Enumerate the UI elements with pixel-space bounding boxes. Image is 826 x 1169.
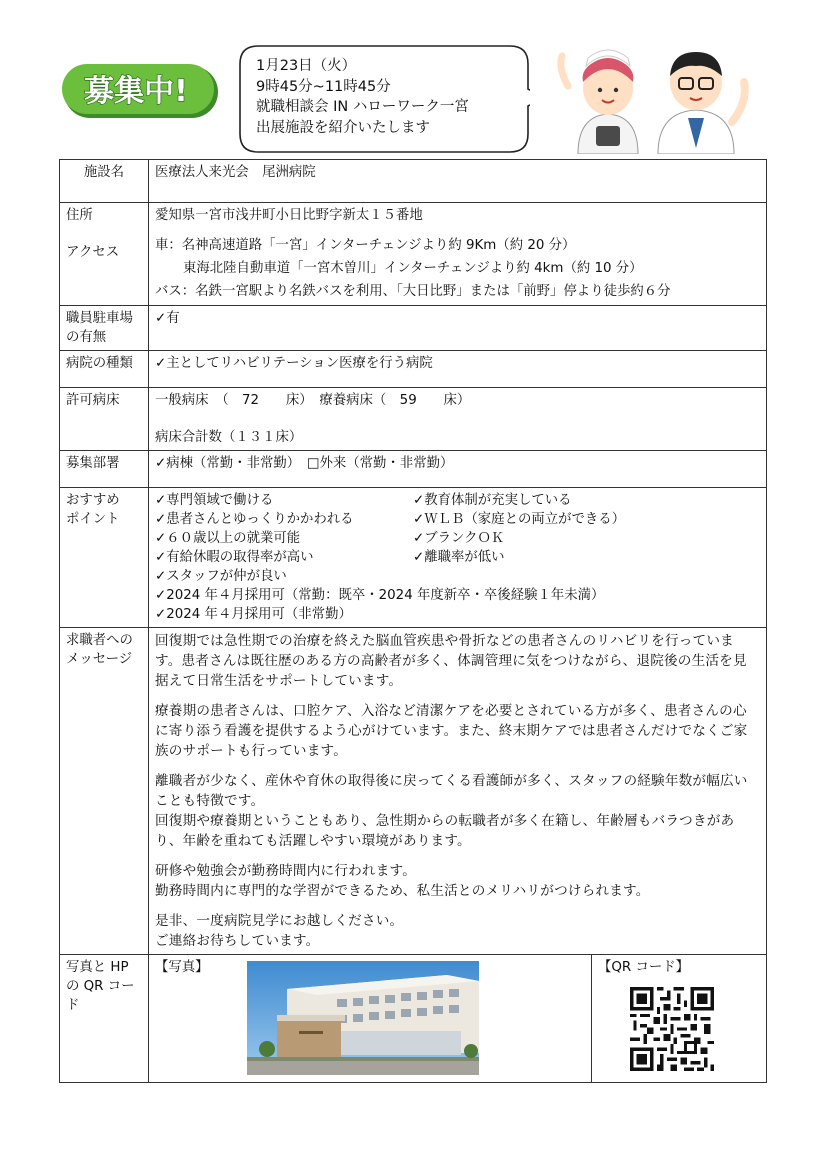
address-access-value [149,203,767,306]
points-row [60,488,767,628]
message-paragraph: 是非、一度病院見学にお越しください。 [155,913,404,929]
facility-info-table [59,159,767,1083]
access-car-2: 東海北陸自動車道「一宮木曽川」インターチェンジより約 4km（約 10 分） [183,261,643,276]
message-paragraph: 療養期の患者さんは、口腔ケア、入浴など清潔ケアを必要とされている方が多く、患者さんの心に寄り添う看護を提供するよう心がけています。また、終末期ケアでは患者さんだけでなくご家族のサポートも行っています。 [155,703,748,759]
event-date: 1月23日（火） [256,58,357,74]
message-paragraph: 回復期や療養期ということもあり、急性期からの転職者が多く在籍し、年齢層もバラつきがあり、年齢を重ねても活躍しやすい環境があります。 [155,813,735,849]
access-label-cell [60,203,149,306]
points-label [60,488,149,628]
media-cell [149,955,767,1083]
beds-row [60,388,767,451]
points-label-line1: おすすめ [66,493,120,508]
recruiting-badge [62,62,220,122]
message-row [60,628,767,955]
qr-code-icon[interactable] [630,987,714,1071]
message-label-line2: メッセージ [66,652,133,667]
photo-label: 【写真】 [155,960,209,975]
facility-name-value: 医療法人来光会 尾洲病院 [149,160,767,203]
point-item: ✓スタッフが仲が良い [155,569,287,584]
media-label [60,955,149,1083]
points-label-line2: ポイント [66,512,120,527]
beds-value [149,388,767,451]
message-paragraph: 離職者が少なく、産休や育休の取得後に戻ってくる看護師が多く、スタッフの経験年数が幅広いことも特徴です。 [155,773,748,809]
badge-text: 募集中! [84,74,188,109]
event-time: 9時45分~11時45分 [256,78,391,95]
event-title: 就職相談会 IN ハローワーク一宮 [256,99,469,115]
parking-row [60,306,767,351]
message-paragraph: 回復期では急性期での治療を終えた脳血管疾患や骨折などの患者さんのリハビリを行っています。患者さんは既往歴のある方の高齢者が多く、体調管理に気をつけながら、退院後の生活を見据えて日常生活をサポートしています。 [155,633,747,689]
hospital-photo [247,961,479,1075]
bubble-text [256,56,531,138]
point-item: ✓2024 年４月採用可（非常勤） [155,607,352,622]
media-label-line1: 写真と HP [66,960,129,975]
message-label [60,628,149,955]
message-paragraph: 勤務時間内に専門的な学習ができるため、私生活とのメリハリがつけられます。 [155,883,650,899]
hospital-type-value: ✓主としてリハビリテーション医療を行う病院 [149,351,767,388]
departments-value: ✓病棟（常勤・非常勤） □外来（常勤・非常勤） [149,451,767,488]
access-car: 車：名神高速道路「一宮」インターチェンジより約 9Km（約 20 分） [155,238,576,253]
message-paragraph: ご連絡お待ちしています。 [155,933,320,949]
media-label-line2: の QR コー [66,979,135,994]
beds-line1: 一般病床 （ 72 床） 療養病床（ 59 床） [155,393,471,408]
parking-value: ✓有 [149,306,767,351]
points-value [149,488,767,628]
address-label: 住所 [66,208,93,223]
photo-cell [149,955,592,1082]
nurse-doctor-illustration [548,38,763,154]
message-label-line1: 求職者への [66,633,133,648]
point-item: ✓患者さんとゆっくりかかわれる [155,512,354,527]
nurse-icon [561,50,638,154]
hospital-type-row [60,351,767,388]
address-value: 愛知県一宮市浅井町小日比野字新太１５番地 [155,208,423,223]
qr-cell [592,955,766,1082]
parking-label-line1: 職員駐車場 [66,311,133,326]
departments-label: 募集部署 [60,451,149,488]
event-subtitle: 出展施設を紹介いたします [256,119,430,136]
point-item: ✓2024 年４月採用可（常勤：既卒・2024 年度新卒・卒後経験１年未満） [155,588,605,603]
access-bus: バス：名鉄一宮駅より名鉄バスを利用、「大日比野」または「前野」停より徒歩約６分 [155,284,671,299]
media-row [60,955,767,1083]
facility-name-row [60,160,767,203]
point-item: ✓専門領域で働ける [155,493,274,508]
points-grid [155,491,760,567]
media-label-line3: ド [66,998,80,1013]
point-item: ✓教育体制が充実している [413,493,572,508]
parking-label [60,306,149,351]
access-label: アクセス [66,245,120,260]
point-item: ✓有給休暇の取得率が高い [155,550,314,565]
point-item: ✓ブランクＯＫ [413,531,505,546]
doctor-icon [658,52,745,154]
hospital-type-label: 病院の種類 [60,351,149,388]
qr-label: 【QR コード】 [598,960,690,975]
point-item: ✓６０歳以上の就業可能 [155,531,301,546]
parking-label-line2: の有無 [66,330,107,345]
beds-label: 許可病床 [60,388,149,451]
beds-total: 病床合計数（１３１床） [155,430,303,445]
point-item: ✓離職率が低い [413,550,505,565]
message-body [149,628,767,955]
point-item: ✓ＷＬＢ（家庭との両立ができる） [413,512,626,527]
message-paragraph: 研修や勉強会が勤務時間内に行われます。 [155,863,416,879]
facility-name-label: 施設名 [60,160,149,203]
departments-row [60,451,767,488]
address-access-row [60,203,767,306]
